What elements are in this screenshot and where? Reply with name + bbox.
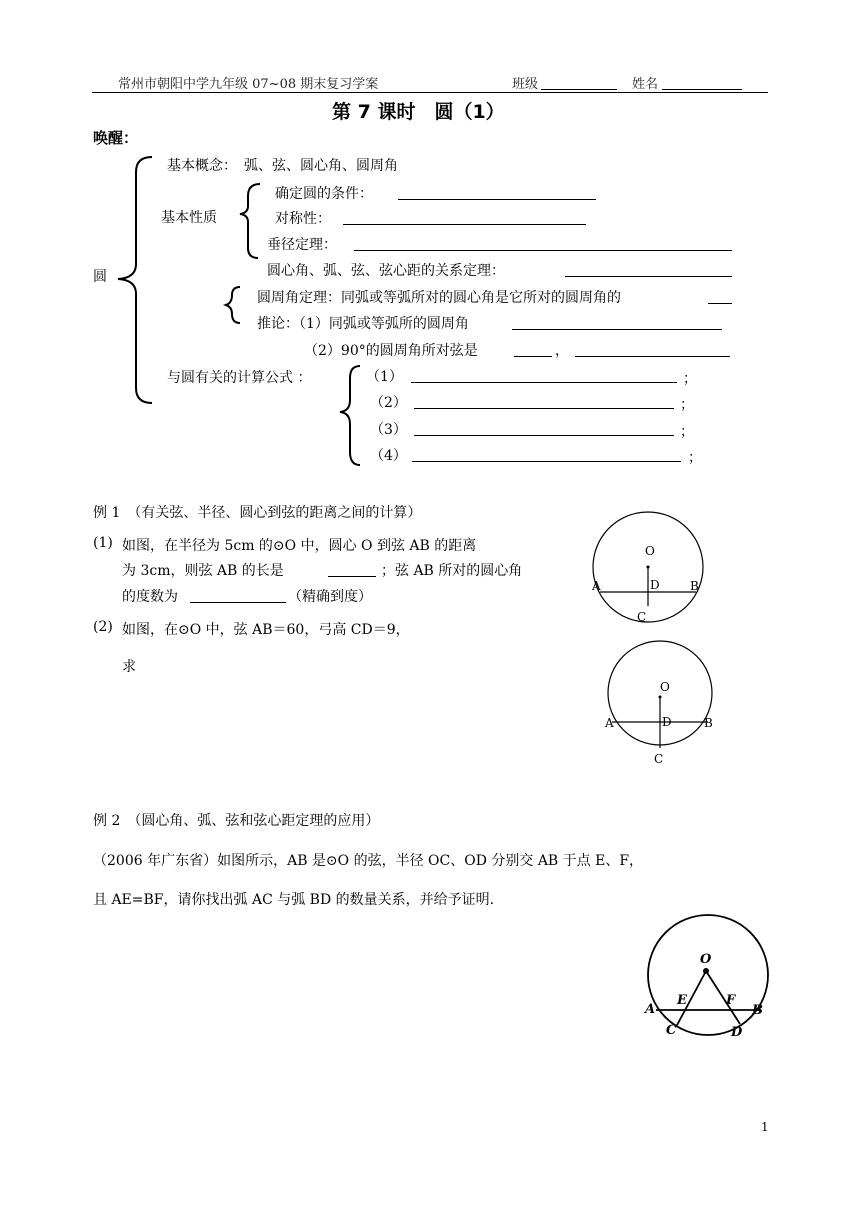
corollary-2: （2）90°的圆周角所对弦是 bbox=[304, 343, 478, 359]
figure-3-label-b: B bbox=[752, 1003, 763, 1018]
corollary-2-comma: ， bbox=[555, 343, 569, 359]
inscribed-angle-theorem: 圆周角定理：同弧或等弧所对的圆心角是它所对的圆周角的 bbox=[257, 290, 621, 306]
header-class-label: 班级 bbox=[512, 77, 539, 92]
figure-3-label-a: A bbox=[645, 1002, 656, 1017]
example2-heading: 例 2 （圆心角、弧、弦和弦心距定理的应用） bbox=[93, 813, 380, 829]
figure-1-label-d: D bbox=[650, 578, 660, 592]
formula-semicolon-4: ； bbox=[688, 450, 702, 466]
figure-2-label-o: O bbox=[660, 680, 670, 694]
figure-3-label-c: C bbox=[666, 1023, 677, 1038]
example1-q1-line2b: ；弦 AB 所对的圆心角 bbox=[381, 563, 523, 579]
header-school: 常州市朝阳中学九年级 07~08 期末复习学案 bbox=[118, 77, 379, 92]
figure-3-label-d: D bbox=[731, 1025, 743, 1040]
figure-1-label-b: B bbox=[690, 579, 699, 593]
example1-q1-line3a: 的度数为 bbox=[122, 589, 178, 605]
figure-2-label-b: B bbox=[704, 716, 713, 730]
figure-2-label-a: A bbox=[605, 716, 614, 730]
figure-1-label-c: C bbox=[637, 610, 647, 624]
corollary-1: 推论：（1）同弧或等弧所的圆周角 bbox=[257, 316, 469, 332]
figure-3-label-e: E bbox=[677, 993, 687, 1008]
example1-q1-line2a: 为 3cm，则弦 AB 的长是 bbox=[122, 563, 284, 579]
formula-semicolon-3: ； bbox=[680, 424, 694, 440]
perpendicular-diameter: 垂径定理： bbox=[267, 237, 337, 253]
basic-properties: 基本性质 bbox=[161, 210, 217, 226]
formula-semicolon-2: ； bbox=[680, 397, 694, 413]
relation-theorem: 圆心角、弧、弦、弦心距的关系定理： bbox=[267, 263, 505, 279]
formula-item-1: （1） bbox=[366, 369, 403, 385]
figure-1-label-a: A bbox=[592, 579, 601, 593]
page-title: 第 7 课时 圆（1） bbox=[332, 101, 505, 123]
outline-root: 圆 bbox=[93, 269, 107, 285]
example1-q1-line3b: （精确到度） bbox=[288, 589, 372, 605]
example1-q2-line1: 如图，在⊙O 中，弦 AB＝60，弓高 CD＝9， bbox=[122, 622, 410, 638]
page-number: 1 bbox=[761, 1120, 769, 1134]
formula-item-2: （2） bbox=[370, 395, 407, 411]
example1-q2-number: (2) bbox=[93, 619, 113, 635]
awaken-label: 唤醒： bbox=[93, 129, 139, 147]
example1-q2-line2: 求 bbox=[122, 659, 136, 675]
figure-1-label-o: O bbox=[645, 544, 655, 558]
basic-concepts: 基本概念： 弧、弦、圆心角、圆周角 bbox=[167, 158, 398, 174]
symmetry: 对称性： bbox=[275, 211, 331, 227]
formula-item-3: （3） bbox=[370, 422, 407, 438]
example2-line1: （2006 年广东省）如图所示，AB 是⊙O 的弦，半径 OC、OD 分别交 AB 于点 E、F， bbox=[93, 853, 644, 869]
figure-3-label-o: O bbox=[700, 952, 712, 967]
example2-line2: 且 AE=BF，请你找出弧 AC 与弧 BD 的数量关系，并给予证明. bbox=[93, 892, 495, 908]
figure-2-label-c: C bbox=[654, 752, 664, 766]
figure-3-label-f: F bbox=[726, 993, 736, 1008]
formulas-label: 与圆有关的计算公式 ： bbox=[167, 370, 312, 386]
formula-item-4: （4） bbox=[370, 448, 407, 464]
example1-heading: 例 1 （有关弦、半径、圆心到弦的距离之间的计算） bbox=[93, 505, 422, 521]
figure-3-center-dot bbox=[703, 968, 709, 974]
figure-2-label-d: D bbox=[662, 715, 672, 729]
header-name-label: 姓名 bbox=[632, 77, 659, 92]
determine-circle: 确定圆的条件： bbox=[275, 186, 373, 202]
example1-q1-number: (1) bbox=[93, 535, 113, 551]
example1-q1-line1: 如图，在半径为 5cm 的⊙O 中，圆心 O 到弦 AB 的距离 bbox=[122, 538, 477, 554]
formula-semicolon-1: ； bbox=[683, 371, 697, 387]
